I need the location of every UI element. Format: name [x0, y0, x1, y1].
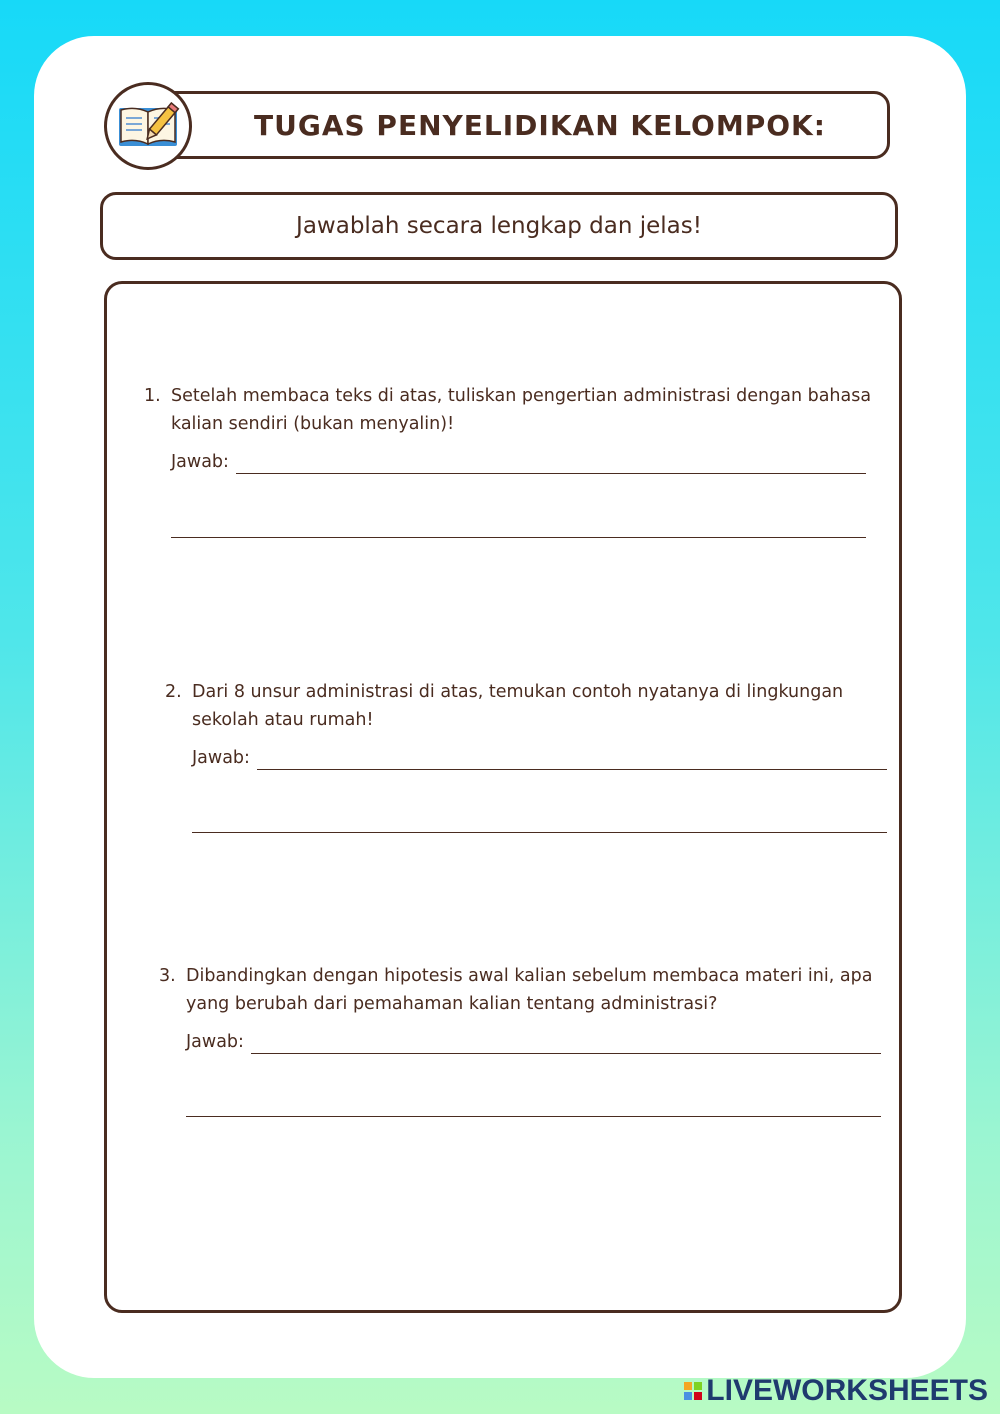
question-text-line1: Dibandingkan dengan hipotesis awal kalian sebelum membaca materi ini, apa	[186, 966, 873, 986]
answer-label: Jawab:	[171, 452, 229, 472]
question-1	[144, 382, 884, 442]
question-number: 3.	[159, 966, 176, 986]
question-number: 1.	[144, 386, 161, 406]
question-3	[159, 962, 889, 1022]
question-number: 2.	[165, 682, 182, 702]
instruction-box	[100, 192, 898, 260]
page-title: TUGAS PENYELIDIKAN KELOMPOK:	[254, 108, 826, 142]
answer-label: Jawab:	[186, 1032, 244, 1052]
question-text-line2: yang berubah dari pemahaman kalian tentang administrasi?	[186, 994, 718, 1014]
answer-line[interactable]	[186, 1116, 881, 1117]
answer-label: Jawab:	[192, 748, 250, 768]
question-text-line1: Setelah membaca teks di atas, tuliskan pengertian administrasi dengan bahasa	[171, 386, 872, 406]
answer-line[interactable]	[257, 769, 887, 770]
logo-text: LIVEWORKSHEETS	[706, 1374, 988, 1407]
question-text-line2: sekolah atau rumah!	[192, 710, 374, 730]
question-text-line2: kalian sendiri (bukan menyalin)!	[171, 414, 455, 434]
question-text-line1: Dari 8 unsur administrasi di atas, temukan contoh nyatanya di lingkungan	[192, 682, 844, 702]
answer-line[interactable]	[251, 1053, 881, 1054]
answer-line[interactable]	[171, 537, 866, 538]
title-banner	[150, 91, 890, 159]
question-2	[165, 678, 895, 738]
logo-mark-icon	[684, 1382, 702, 1400]
liveworksheets-logo[interactable]	[684, 1374, 988, 1408]
instruction-text: Jawablah secara lengkap dan jelas!	[296, 213, 702, 239]
answer-line[interactable]	[192, 832, 887, 833]
answer-line[interactable]	[236, 473, 866, 474]
book-pencil-icon	[104, 82, 192, 170]
